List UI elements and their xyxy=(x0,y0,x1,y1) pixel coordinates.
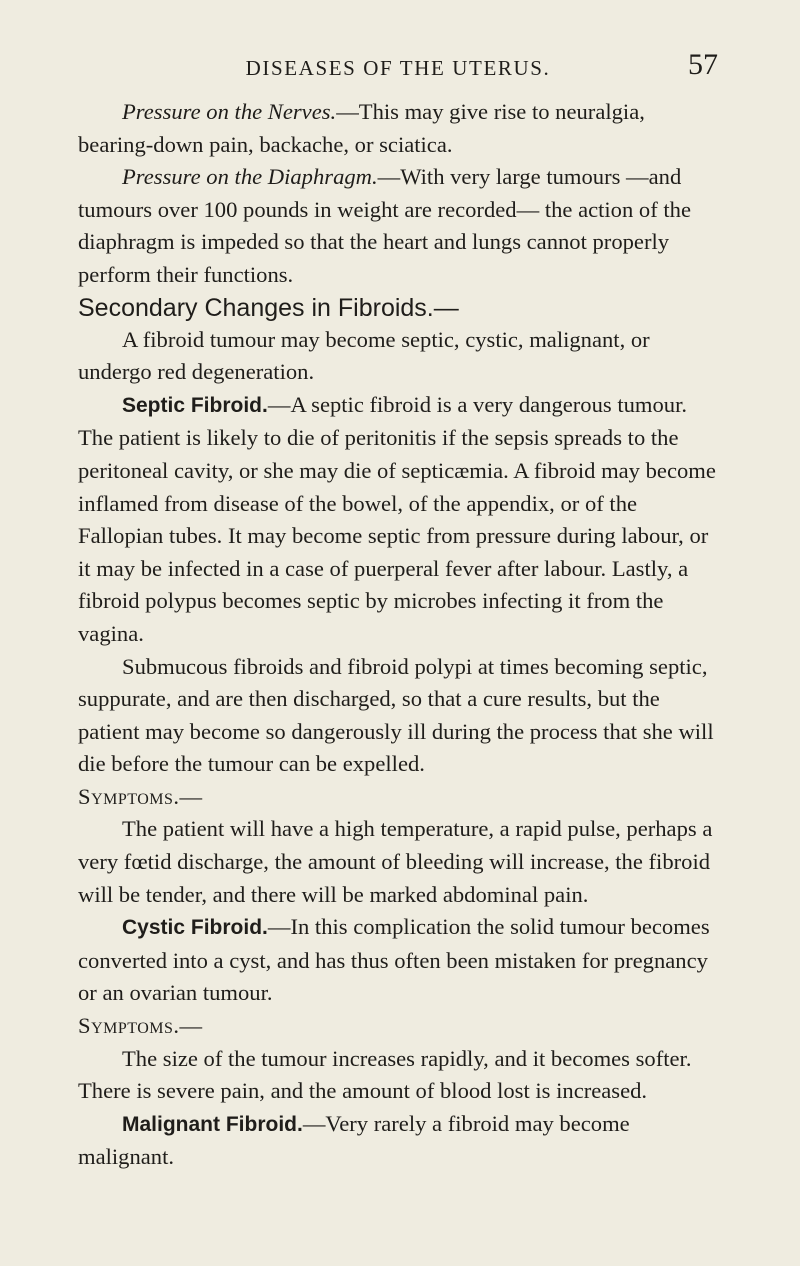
paragraph-title: Pressure on the Diaphragm. xyxy=(122,164,378,190)
paragraph-cystic-symptoms xyxy=(78,1043,718,1108)
paragraph-text: —Very rarely a fibroid may become malignant. xyxy=(78,1110,630,1170)
paragraph-secondary-intro xyxy=(78,324,718,389)
paragraph-title: Pressure on the Nerves. xyxy=(122,99,337,124)
section-heading: Secondary Changes in Fibroids.— xyxy=(78,293,459,322)
paragraph-septic-symptoms xyxy=(78,813,718,911)
paragraph-submucous xyxy=(78,651,718,781)
running-head: DISEASES OF THE UTERUS. xyxy=(245,56,551,80)
paragraph-text: The patient will have a high temperature, a rapid pulse, perhaps a very fœtid discharge, the amount of bleeding will increase, the fibroid will be tender, and there will be marked abdominal pain. xyxy=(78,816,713,907)
paragraph-text: A fibroid tumour may become septic, cystic, malignant, or undergo red degeneration. xyxy=(78,326,650,385)
paragraph-pressure-nerves xyxy=(78,96,718,161)
symptoms-label: Symptoms.— xyxy=(78,783,203,809)
paragraph-text: The size of the tumour increases rapidly, and it becomes softer. There is severe pain, and the amount of blood lost is increased. xyxy=(78,1045,692,1104)
paragraph-text: —In this complication the solid tumour becomes converted into a cyst, and has thus often been mistaken for pregnancy or an ovarian tumour. xyxy=(78,914,710,1006)
paragraph-text: —This may give rise to neuralgia, bearing-down pain, backache, or sciatica. xyxy=(78,99,645,157)
paragraph-septic-fibroid xyxy=(78,389,718,651)
paragraph-malignant-fibroid xyxy=(78,1108,718,1174)
paragraph-text: —A septic fibroid is a very dangerous tumour. The patient is likely to die of peritonitis if the sepsis spreads to the peritoneal cavity, or she may die of septicæmia. A fibroid may become inflamed from disease of the bowel, of the appendix, or of the Fallopian tubes. It may become septic from pressure during labour, or it may be infected in a case of puerperal fever after labour. Lastly, a fibroid polypus becomes septic by microbes infecting it from the vagina. xyxy=(78,391,716,646)
paragraph-cystic-fibroid xyxy=(78,911,718,1010)
paragraph-pressure-diaphragm xyxy=(78,161,718,291)
paragraph-text: —With very large tumours —and tumours over 100 pounds in weight are recorded— the action of the diaphragm is impeded so that the heart and lungs cannot properly perform their functions. xyxy=(78,164,691,287)
paragraph-text: Submucous fibroids and fibroid polypi at times becoming septic, suppurate, and are then discharged, so that a cure results, but the patient may become so dangerously ill during the process that she will die before the tumour can be expelled. xyxy=(78,653,714,777)
paragraph-title: Cystic Fibroid. xyxy=(122,916,268,940)
paragraph-title: Septic Fibroid. xyxy=(122,393,268,417)
page-header xyxy=(78,48,718,88)
paragraph-title: Malignant Fibroid. xyxy=(122,1112,303,1136)
body-text xyxy=(78,96,718,1174)
page-number: 57 xyxy=(688,48,718,81)
symptoms-label: Symptoms.— xyxy=(78,1013,203,1039)
